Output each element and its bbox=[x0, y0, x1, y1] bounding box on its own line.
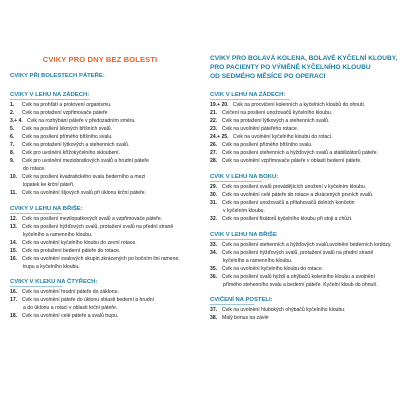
list-item: 21. Cvičení na posílení unožovačů kyčelního kloubu. bbox=[210, 110, 333, 116]
list-item: 3.+ 4. Cvik na rozhýbání páteře v předozadním směru. bbox=[10, 118, 136, 124]
section-heading-prone: CVIKY V LEHU NA BŘIŠE: bbox=[10, 206, 83, 212]
list-item: 27. Cvik na posílení stehenních a hýžďových svalů a stabilizátorů páteře. bbox=[210, 150, 379, 156]
section-heading-bed: CVIČENÍ NA POSTELI: bbox=[210, 297, 273, 303]
list-item-continuation: v kyčelním kloubu. bbox=[223, 208, 265, 214]
list-item: 22. Cvik na protažení lýtkových a stehenních svalů. bbox=[210, 118, 330, 124]
list-item-continuation: kyčelního a ramenního kloubu. bbox=[223, 258, 293, 264]
list-item: 12. Cvik na posílení mezilopatkových svalů a vzpřimovače páteře. bbox=[10, 216, 163, 222]
list-item: 9. Cvik pro uvolnění meziobratlových svalů a hrudní páteře bbox=[10, 158, 149, 164]
list-item: 36. Cvik na posílení svalů hýždí a ohýbačů kolenního kloubu a uvolnění bbox=[210, 274, 375, 280]
list-item: 37. Cvik na uvolnění hlubokých ohýbačů kyčelního kloubu. bbox=[210, 307, 346, 313]
list-item: 26. Cvik na posílení přímého břišního svalu. bbox=[210, 142, 313, 148]
list-item: 24.+ 25. Cvik na uvolnění kyčelního kloubu do rotací. bbox=[210, 134, 333, 140]
list-item: 1. Cvik na prohřátí a prokrvení organismu. bbox=[10, 102, 112, 108]
right-title bbox=[210, 54, 400, 82]
section-heading-kneeling: CVIKY V KLEKU NA ČTYŘECH: bbox=[10, 279, 98, 285]
left-title: CVIKY PRO DNY BEZ BOLESTI bbox=[42, 55, 158, 64]
list-item-continuation: do rotace. bbox=[23, 166, 46, 172]
list-item: 11. Cvik na uvolnění šíjových svalů při úklonu krční páteře. bbox=[10, 190, 147, 196]
left-subtitle: CVIKY PŘI BOLESTECH PÁTEŘE: bbox=[10, 73, 105, 79]
list-item: 14. Cvik na uvolnění kyčelního kloubu do zevní rotace. bbox=[10, 240, 137, 246]
list-item: 28. Cvik na uvolnění vzpřimovače páteře v oblasti bederní páteře. bbox=[210, 158, 362, 164]
list-item-continuation: přímého stehenního svalu a bederní páteře. Kyčelní kloub do ohnutí. bbox=[223, 282, 378, 288]
list-item: 17. Cvik na uvolnění páteře do úklonu oblasti bederní a hrudní bbox=[10, 297, 154, 303]
section-heading-supine-right: CVIK V LEHU NA ZÁDECH: bbox=[210, 92, 290, 100]
list-item: 19.+ 20. Cvik na procvičení kolenních a kyčelních kloubů do ohnutí. bbox=[210, 102, 366, 108]
list-item: 2. Cvik na protažení vzpřimovače páteře bbox=[10, 110, 108, 116]
list-item-continuation: trupu a kyčelního kloubu. bbox=[23, 264, 80, 270]
section-heading-side: CVIK V LEHU NA BOKU: bbox=[210, 174, 279, 180]
right-title-line: PRO PACIENTY PO VÝMĚNĚ KYČELNÍHO KLOUBU bbox=[210, 64, 371, 72]
list-item: 34. Cvik na posílení hýžďových svalů, protažení svalů na přední straně bbox=[210, 250, 374, 256]
list-item: 6. Cvik na posílení přímého břišního svalu. bbox=[10, 134, 113, 140]
list-item: 38. Malý bonus na závěr bbox=[210, 315, 270, 321]
list-item: 23. Cvik na uvolnění páteřeho rotace. bbox=[210, 126, 299, 132]
list-item: 13. Cvik na posílení hýžďových svalů, protažení svalů na přední straně bbox=[10, 224, 174, 230]
list-item: 33. Cvik na posílení stehenních a hýžďových svalů,uvolnění bederních lordózy. bbox=[210, 242, 392, 248]
right-title-line: OD SEDMÉHO MĚSÍCE PO OPERACI bbox=[210, 73, 326, 81]
list-item: 15. Cvik na protažení bederní páteře do rotace. bbox=[10, 248, 121, 254]
list-item: 5. Cvik na posílení šikmých břišních svalů. bbox=[10, 126, 113, 132]
right-title-line: CVIKY PRO BOLAVÁ KOLENA, BOLAVÉ KYČELNÍ KLOUBY, bbox=[210, 55, 398, 62]
list-item-continuation: lopatek ke krční páteři. bbox=[23, 182, 75, 188]
list-item: 35. Cvik na uvolnění kyčelního kloubu do rotace. bbox=[210, 266, 324, 272]
list-item: 10. Cvik na posílení kvadratického svalu bederního a mezi bbox=[10, 174, 146, 180]
list-item: 32. Cvik na posílení fixátorů kyčelního kloubu při stoji a chůzi. bbox=[210, 216, 353, 222]
list-item: 7. Cvik na protažení lýtkových a stehenních svalů. bbox=[10, 142, 130, 148]
section-heading-prone-right: CVIK V LEHU NA BŘIŠE bbox=[210, 232, 277, 238]
list-item: 30. Cvik na uvolnění celé páteře do rotace a zkrácených prsních svalů. bbox=[210, 192, 374, 198]
list-item: 8. Cvik pro uvolnění křížokyčelního skloubení. bbox=[10, 150, 120, 156]
list-item: 18. Cvik na uvolnění celé páteře a svalů trupu. bbox=[10, 313, 119, 319]
list-item-continuation: a do úklonu a rotaci v oblasti krční páteře. bbox=[23, 305, 118, 311]
list-item: 16. Cvik na uvolnění svalových skupin zkrácených po bočním lini ramene, bbox=[10, 256, 180, 262]
list-item: 29. Cvik na posílení svalů provádějících unožení v kyčelním kloubu. bbox=[210, 184, 367, 190]
list-item: 16. Cvik na uvolnění hrudní páteře do záklonu. bbox=[10, 289, 119, 295]
list-item: 31. Cvik na posílení unožovačů a přitahovačů dolních končetin bbox=[210, 200, 355, 206]
list-item-continuation: kyčelního a ramenního kloubu. bbox=[23, 232, 93, 238]
section-heading-supine: CVIKY V LEHU NA ZÁDECH: bbox=[10, 92, 90, 98]
